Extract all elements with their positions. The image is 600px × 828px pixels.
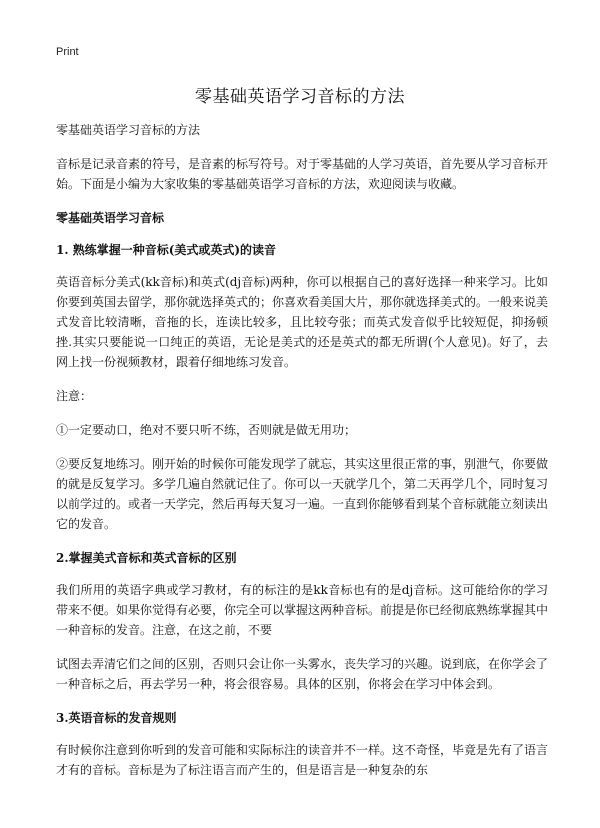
print-label: Print (56, 46, 79, 58)
paragraph-step-1: 英语音标分美式(kk音标)和英式(dj音标)两种，你可以根据自己的喜好选择一种来学习。比如你要到英国去留学，那你就选择英式的；你喜欢看美国大片，那你就选择美式的。一般来说美式发音比较清晰，音拖的长，连读比较多，且比较夸张；而英式发音似乎比较短促，抑扬顿挫.其实只要能说一口纯正的英语，无论是美式的还是英式的都无所谓(个人意见)。好了，去网上找一份视频教材，跟着仔细地练习发音。 (56, 275, 549, 369)
heading-step-2: 2.掌握美式音标和英式音标的区别 (56, 551, 237, 565)
intro-paragraph: 音标是记录音素的符号，是音素的标写符号。对于零基础的人学习英语，首先要从学习音标开始。下面是小编为大家收集的零基础英语学习音标的方法，欢迎阅读与收藏。 (56, 157, 549, 191)
paragraph-step-3: 有时候你注意到你听到的发音可能和实际标注的读音并不一样。这不奇怪，毕竟是先有了语言才有的音标。音标是为了标注语言而产生的，但是语言是一种复杂的东 (56, 743, 549, 777)
article-subtitle: 零基础英语学习音标的方法 (56, 123, 201, 137)
article-body (56, 120, 548, 794)
section-heading: 零基础英语学习音标 (56, 211, 165, 225)
heading-step-3: 3.英语音标的发音规则 (56, 711, 177, 725)
note-item-1: ①一定要动口，绝对不要只听不练，否则就是做无用功； (56, 423, 357, 437)
page-title: 零基础英语学习音标的方法 (195, 87, 405, 107)
heading-step-1: 1. 熟练掌握一种音标(美式或英式)的读音 (56, 243, 277, 257)
note-item-2: ②要反复地练习。刚开始的时候你可能发现学了就忘，其实这里很正常的事，别泄气，你要做的就是反复学习。多学几遍自然就记住了。你可以一天就学几个，第二天再学几个，同时复习以前学过的。或者一天学完，然后再每天复习一遍。一直到你能够看到某个音标就能立刻读出它的发音。 (56, 457, 549, 531)
paragraph-step-2b: 试图去弄清它们之间的区别，否则只会让你一头雾水，丧失学习的兴趣。说到底，在你学会了一种音标之后，再去学另一种，将会很容易。具体的区别，你将会在学习中体会到。 (56, 657, 549, 691)
paragraph-step-2a: 我们所用的英语字典或学习教材，有的标注的是kk音标也有的是dj音标。这可能给你的学习带来不便。如果你觉得有必要，你完全可以掌握这两种音标。前提是你已经彻底熟练掌握其中一种音标的发音。注意，在这之前，不要 (56, 583, 549, 637)
note-label: 注意： (56, 389, 93, 403)
